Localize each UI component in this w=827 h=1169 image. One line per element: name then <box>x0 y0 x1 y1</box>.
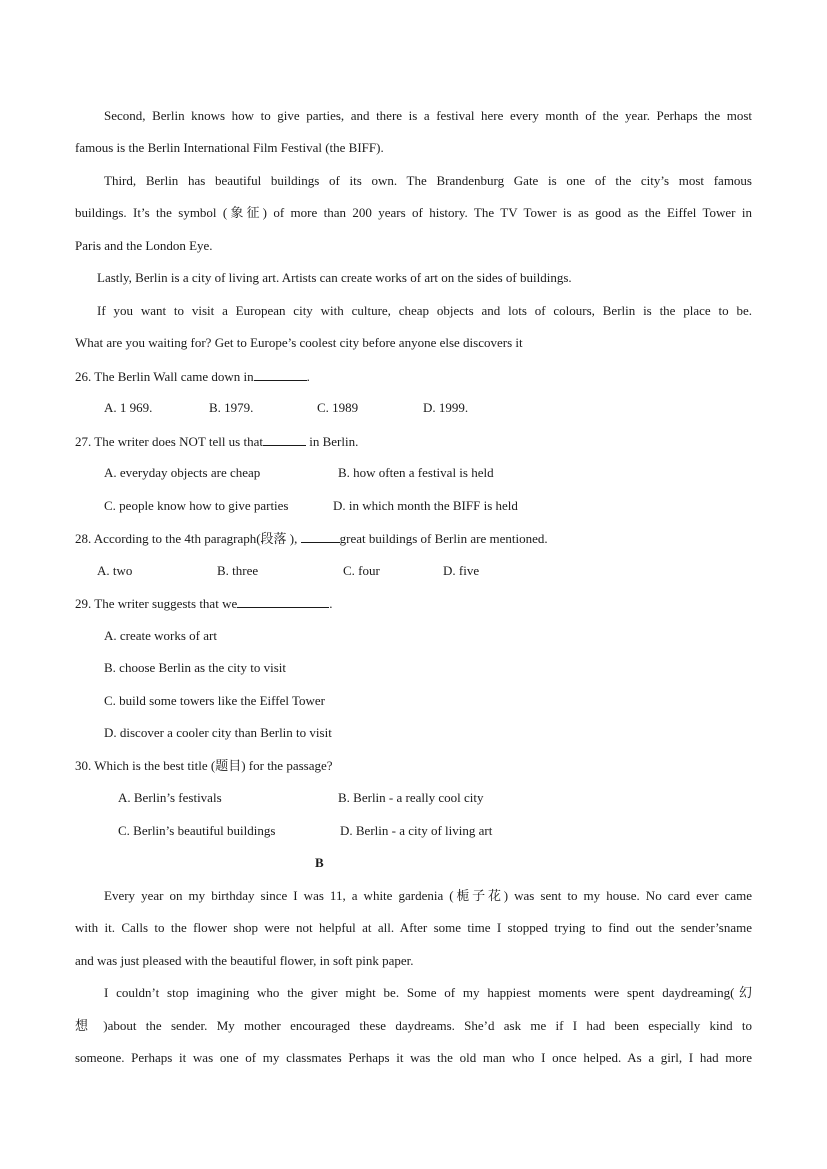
para-second-line2: famous is the Berlin International Film Festival (the BIFF). <box>75 140 384 155</box>
question-27-option-b[interactable]: B. how often a festival is held <box>338 465 494 480</box>
question-28-option-a[interactable]: A. two <box>97 563 133 578</box>
question-30-stem: 30. Which is the best title (题目) for the passage? <box>75 758 333 773</box>
passage-b-para2-line2: 想 )about the sender. My mother encouraged these daydreams. She’d ask me if I had been especially kind to <box>75 1018 752 1033</box>
passage-b-para1-line3: and was just pleased with the beautiful flower, in soft pink paper. <box>75 953 414 968</box>
question-26-answer-blank[interactable] <box>254 368 307 381</box>
question-26-stem-text: 26. The Berlin Wall came down in <box>75 369 254 384</box>
question-27-answer-blank[interactable] <box>263 433 306 446</box>
question-29-option-d[interactable]: D. discover a cooler city than Berlin to visit <box>104 725 332 740</box>
question-29-option-a[interactable]: A. create works of art <box>104 628 217 643</box>
question-29-stem-end: . <box>329 596 333 611</box>
section-b-heading: B <box>315 855 324 870</box>
question-27-stem <box>75 433 358 450</box>
question-28-option-d[interactable]: D. five <box>443 563 480 578</box>
passage-b-para2-line3: someone. Perhaps it was one of my classmates Perhaps it was the old man who I once helped. As a girl, I had more <box>75 1050 752 1065</box>
question-27-option-a[interactable]: A. everyday objects are cheap <box>104 465 261 480</box>
para-ifyou-line2: What are you waiting for? Get to Europe’s coolest city before anyone else discovers it <box>75 335 523 350</box>
para-third-line3: Paris and the London Eye. <box>75 238 213 253</box>
question-27-stem-end: in Berlin. <box>306 434 359 449</box>
passage-b-para2-line1: I couldn’t stop imagining who the giver might be. Some of my happiest moments were spent daydreaming(幻 <box>104 985 752 1000</box>
question-30-option-a[interactable]: A. Berlin’s festivals <box>118 790 222 805</box>
question-27-option-c[interactable]: C. people know how to give parties <box>104 498 289 513</box>
question-28-stem-end: great buildings of Berlin are mentioned. <box>339 531 548 546</box>
question-26-option-b[interactable]: B. 1979. <box>209 400 254 415</box>
question-26-stem <box>75 368 310 385</box>
para-ifyou-line1: If you want to visit a European city with culture, cheap objects and lots of colours, Berlin is the place to be. <box>97 303 752 318</box>
question-28-option-c[interactable]: C. four <box>343 563 380 578</box>
question-26-option-c[interactable]: C. 1989 <box>317 400 359 415</box>
para-third-line1: Third, Berlin has beautiful buildings of its own. The Brandenburg Gate is one of the city’s most famous <box>104 173 752 188</box>
question-27-option-d[interactable]: D. in which month the BIFF is held <box>333 498 518 513</box>
para-second-line1: Second, Berlin knows how to give parties, and there is a festival here every month of the year. Perhaps the most <box>104 108 752 123</box>
question-26-option-d[interactable]: D. 1999. <box>423 400 469 415</box>
passage-b-para1-line2: with it. Calls to the flower shop were not helpful at all. After some time I stopped trying to find out the sender’sname <box>75 920 752 935</box>
question-26-option-a[interactable]: A. 1 969. <box>104 400 153 415</box>
question-30-option-c[interactable]: C. Berlin’s beautiful buildings <box>118 823 276 838</box>
question-29-option-c[interactable]: C. build some towers like the Eiffel Tower <box>104 693 326 708</box>
question-28-stem <box>75 530 548 547</box>
question-29-option-b[interactable]: B. choose Berlin as the city to visit <box>104 660 286 675</box>
question-29-stem <box>75 595 332 612</box>
question-28-answer-blank[interactable] <box>301 530 340 543</box>
passage-b-para1-line1: Every year on my birthday since I was 11, a white gardenia (栀子花) was sent to my house. No card ever came <box>104 888 752 903</box>
question-30-option-b[interactable]: B. Berlin - a really cool city <box>338 790 484 805</box>
question-29-stem-text: 29. The writer suggests that we <box>75 596 238 611</box>
question-30-option-d[interactable]: D. Berlin - a city of living art <box>340 823 493 838</box>
para-lastly-line1: Lastly, Berlin is a city of living art. Artists can create works of art on the sides of buildings. <box>97 270 572 285</box>
question-26-stem-end: . <box>306 369 310 384</box>
question-28-option-b[interactable]: B. three <box>217 563 259 578</box>
para-third-line2: buildings. It’s the symbol (象征) of more than 200 years of history. The TV Tower is as good as the Eiffel Tower in <box>75 205 752 220</box>
question-28-stem-text: 28. According to the 4th paragraph(段落 ), <box>75 531 301 546</box>
question-29-answer-blank[interactable] <box>237 595 329 608</box>
question-27-stem-text: 27. The writer does NOT tell us that <box>75 434 263 449</box>
